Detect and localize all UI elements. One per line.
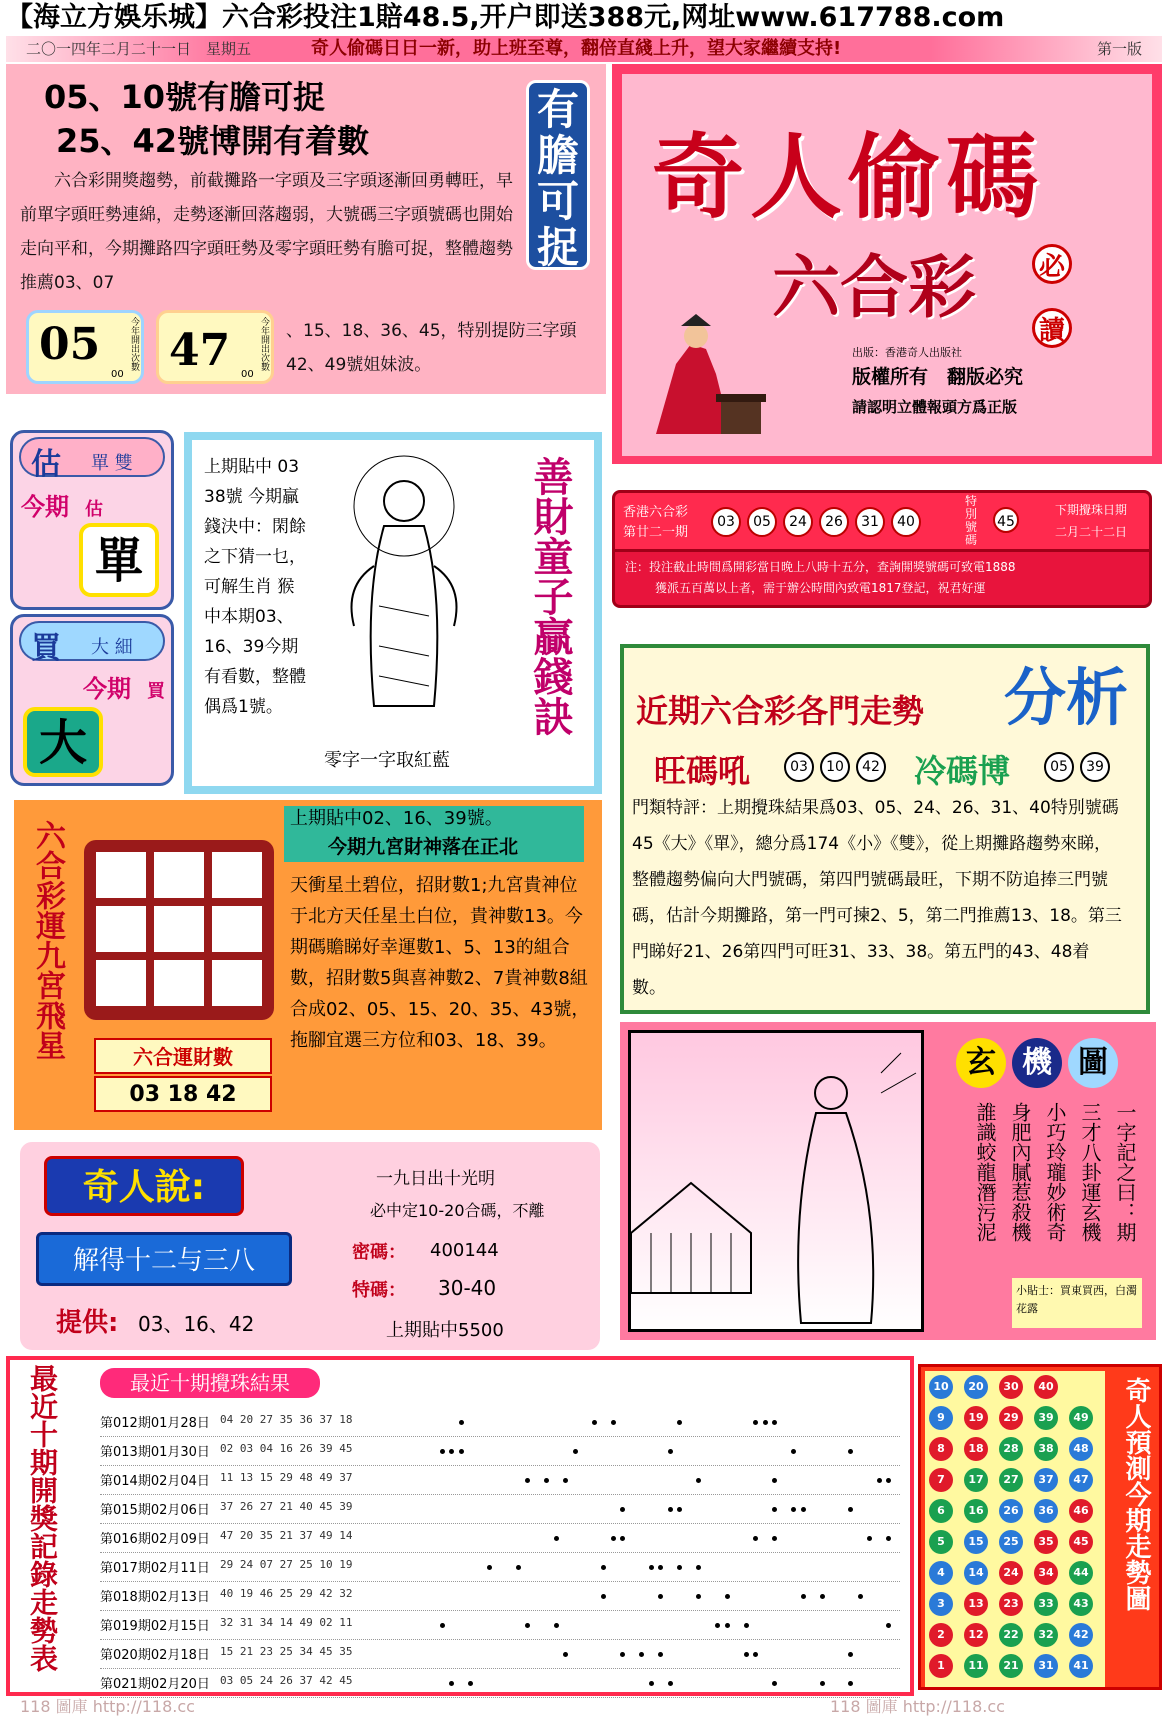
history-dot xyxy=(858,1594,863,1599)
results-label-2: 第廿二一期 xyxy=(623,525,689,540)
masthead-title: 奇人偷碼 xyxy=(652,124,1045,231)
history-dot xyxy=(886,1623,891,1628)
nine-palace-subtitle: 今期九宮財神落在正北 xyxy=(284,832,584,862)
history-dot xyxy=(801,1594,806,1599)
qiren-last-hit: 上期貼中5500 xyxy=(386,1320,504,1341)
mystery-picture xyxy=(628,1030,924,1332)
history-row-numbers: 37 26 27 21 40 45 39 xyxy=(220,1500,353,1513)
history-row-numbers: 04 20 27 35 36 37 18 xyxy=(220,1413,353,1426)
prediction-ball: 13 xyxy=(964,1592,988,1616)
history-dot xyxy=(725,1594,730,1599)
mystery-title-2: 機 xyxy=(1012,1038,1062,1088)
history-row xyxy=(100,1437,900,1466)
prediction-ball: 12 xyxy=(964,1623,988,1647)
history-dot xyxy=(848,1681,853,1686)
prediction-ball: 9 xyxy=(929,1406,953,1430)
history-dot xyxy=(744,1652,749,1657)
prediction-ball: 47 xyxy=(1069,1468,1093,1492)
history-dot xyxy=(620,1536,625,1541)
prediction-vertical: 奇人預測今期走勢圖 xyxy=(1121,1377,1151,1611)
prediction-ball: 1 xyxy=(929,1654,953,1678)
history-dot xyxy=(554,1536,559,1541)
history-dot xyxy=(820,1594,825,1599)
history-dot xyxy=(440,1449,445,1454)
prediction-ball: 31 xyxy=(1034,1654,1058,1678)
hot-box-2-count: 00 xyxy=(241,369,254,380)
headline-line1: 05、10號有膽可捉 xyxy=(44,78,326,116)
qiren-line-1: 一九日出十光明 xyxy=(376,1169,495,1189)
next-date: 二月二十二日 xyxy=(1055,525,1128,539)
history-dot xyxy=(886,1536,891,1541)
history-dot xyxy=(459,1449,464,1454)
history-dot xyxy=(791,1449,796,1454)
history-dot xyxy=(601,1594,606,1599)
hot-box-2-label: 今年開出次數 xyxy=(259,317,269,371)
history-dot xyxy=(668,1681,673,1686)
hot-box-2-number: 47 xyxy=(169,325,231,376)
prediction-ball: 48 xyxy=(1069,1437,1093,1461)
prediction-panel xyxy=(918,1364,1162,1690)
nine-palace-body: 天衝星土碧位，招財數1;九宮貴神位于北方天任星土白位，貴神數13。今期碼贍睇好幸運數1、5、13的組合數，招財數5與喜神數2、7貴神數8組合成02、05、15、20、35、43號，拖腳宜選三方位和03、18、39。 xyxy=(290,875,590,1051)
history-dot xyxy=(658,1652,663,1657)
scholar-figure xyxy=(636,304,766,444)
history-dot xyxy=(554,1623,559,1628)
odd-even-header xyxy=(19,437,165,482)
odd-even-answer: 單 xyxy=(79,523,159,597)
history-dot xyxy=(725,1623,730,1628)
boy-footer: 零字一字取紅藍 xyxy=(324,750,450,771)
history-dot xyxy=(753,1420,758,1425)
history-row-numbers: 03 05 24 26 37 42 45 xyxy=(220,1674,353,1687)
hot-box-1 xyxy=(26,310,144,384)
big-small-panel xyxy=(10,614,174,786)
results-notes xyxy=(612,552,1152,608)
prediction-ball: 21 xyxy=(999,1654,1023,1678)
history-dot xyxy=(677,1507,682,1512)
qiren-riddle: 解得十二与三八 xyxy=(36,1232,292,1286)
qiren-panel xyxy=(18,1140,602,1352)
top-banner: 【海立方娛乐城】六合彩投注1賠48.5,开户即送388元,网址www.617788.com xyxy=(0,0,1168,36)
prediction-ball: 49 xyxy=(1069,1406,1093,1430)
prediction-ball: 38 xyxy=(1034,1437,1058,1461)
prediction-ball: 15 xyxy=(964,1530,988,1554)
big-small-this-period: 今期 xyxy=(83,675,131,703)
history-row xyxy=(100,1466,900,1495)
analysis-title: 近期六合彩各門走勢 xyxy=(636,692,925,730)
results-note-1: 注：投注截止時間爲開彩當日晚上八時十五分，查詢開獎號碼可致電1888 xyxy=(625,560,1016,574)
odd-even-this-period: 今期 xyxy=(21,493,69,521)
next-label: 下期攪珠日期 xyxy=(1055,503,1128,517)
history-dot xyxy=(468,1681,473,1686)
prediction-ball: 2 xyxy=(929,1623,953,1647)
prediction-ball: 39 xyxy=(1034,1406,1058,1430)
result-number: 40 xyxy=(891,507,921,537)
history-dot xyxy=(658,1594,663,1599)
publisher: 出版：香港奇人出版社 xyxy=(852,346,962,359)
results-label-1: 香港六合彩 xyxy=(623,505,689,520)
analysis-title-big: 分析 xyxy=(1004,661,1129,734)
history-dot xyxy=(753,1536,758,1541)
cold-label: 冷碼博 xyxy=(914,752,1011,790)
prediction-ball: 35 xyxy=(1034,1530,1058,1554)
mystery-panel xyxy=(620,1022,1156,1340)
prediction-ball: 11 xyxy=(964,1654,988,1678)
hot-numbers xyxy=(784,752,892,782)
results-bar xyxy=(612,490,1152,552)
history-dot xyxy=(696,1478,701,1483)
history-dot xyxy=(639,1652,644,1657)
history-dot xyxy=(649,1681,654,1686)
history-dot xyxy=(877,1478,882,1483)
provide-label: 提供: xyxy=(56,1308,119,1338)
odd-even-title: 估 xyxy=(31,447,61,482)
masthead xyxy=(612,64,1162,464)
prediction-ball: 36 xyxy=(1034,1499,1058,1523)
history-dot xyxy=(820,1681,825,1686)
history-row-numbers: 29 24 07 27 25 10 19 xyxy=(220,1558,353,1571)
history-row xyxy=(100,1553,900,1582)
history-row xyxy=(100,1611,900,1640)
nine-palace-vertical: 六合彩運九宮飛星 xyxy=(30,820,65,1060)
history-dot xyxy=(763,1420,768,1425)
special-code-value: 30-40 xyxy=(438,1276,497,1300)
prediction-ball: 34 xyxy=(1034,1561,1058,1585)
results-note-2: 獲派五百萬以上者，需于辦公時間內致電1817登記，祝君好運 xyxy=(655,581,986,595)
history-row-numbers: 15 21 23 25 34 45 35 xyxy=(220,1645,353,1658)
history-dot xyxy=(772,1681,777,1686)
footer-watermark-left: 118 圖庫 http://118.cc xyxy=(20,1697,195,1716)
history-dot xyxy=(668,1507,673,1512)
history-row-numbers: 32 31 34 14 49 02 11 xyxy=(220,1616,353,1629)
footer-watermark-right: 118 圖庫 http://118.cc xyxy=(830,1697,1005,1716)
history-dot xyxy=(696,1565,701,1570)
hot-label: 旺碼吼 xyxy=(654,752,751,790)
history-row-numbers: 47 20 35 21 37 49 14 xyxy=(220,1529,353,1542)
headline-vertical: 有膽可捉 xyxy=(526,80,590,270)
secret-label: 密碼： xyxy=(352,1242,406,1263)
nine-palace-panel xyxy=(14,800,602,1130)
mystery-poem-col: 身肥內膩惹殺機 xyxy=(1008,1102,1032,1242)
must-badge-2: 讀 xyxy=(1032,308,1072,348)
history-dot xyxy=(791,1507,796,1512)
hot-box-1-count: 00 xyxy=(111,369,124,380)
prediction-ball: 18 xyxy=(964,1437,988,1461)
result-number: 05 xyxy=(747,507,777,537)
headline-tail: 、15、18、36、45，特别提防三字頭42、49號姐妹波。 xyxy=(286,321,577,375)
history-row xyxy=(100,1495,900,1524)
notice: 請認明立體報頭方爲正版 xyxy=(852,398,1018,416)
prediction-ball: 16 xyxy=(964,1499,988,1523)
history-row-label: 第013期01月30日 xyxy=(100,1445,210,1460)
cold-number: 05 xyxy=(1044,752,1074,782)
result-number: 26 xyxy=(819,507,849,537)
prediction-ball: 42 xyxy=(1069,1623,1093,1647)
history-dot xyxy=(801,1507,806,1512)
big-small-answer: 大 xyxy=(23,707,103,777)
history-dot xyxy=(563,1652,568,1657)
lucky-numbers: 03 18 42 xyxy=(94,1076,272,1112)
result-number: 31 xyxy=(855,507,885,537)
hot-box-2 xyxy=(156,310,274,384)
mystery-poem-col: 誰識蛟龍潛污泥 xyxy=(973,1102,997,1242)
issue-date: 二〇一四年二月二十一日 星期五 xyxy=(26,40,252,58)
hot-box-1-label: 今年開出次數 xyxy=(129,317,139,371)
history-row-numbers: 40 19 46 25 29 42 32 xyxy=(220,1587,353,1600)
history-dot xyxy=(573,1449,578,1454)
results-numbers xyxy=(711,507,927,537)
history-title: 最近十期攪珠結果 xyxy=(100,1368,320,1398)
mystery-poem-col: 三才八卦運玄機 xyxy=(1078,1102,1102,1242)
history-row xyxy=(100,1408,900,1437)
big-small-suffix: 買 xyxy=(147,681,165,702)
big-small-header xyxy=(19,621,165,666)
history-dot xyxy=(611,1420,616,1425)
prediction-ball: 10 xyxy=(929,1375,953,1399)
history-row-label: 第021期02月20日 xyxy=(100,1677,210,1692)
history-dot xyxy=(668,1449,673,1454)
prediction-ball: 33 xyxy=(1034,1592,1058,1616)
history-row-label: 第020期02月18日 xyxy=(100,1648,210,1663)
history-row xyxy=(100,1669,900,1698)
history-dot xyxy=(658,1565,663,1570)
prediction-ball: 3 xyxy=(929,1592,953,1616)
history-dot xyxy=(867,1536,872,1541)
prediction-ball: 30 xyxy=(999,1375,1023,1399)
history-row-label: 第015期02月06日 xyxy=(100,1503,210,1518)
history-row xyxy=(100,1640,900,1669)
history-dot xyxy=(592,1420,597,1425)
history-dot xyxy=(744,1623,749,1628)
analysis-body: 門類特評：上期攪珠結果爲03、05、24、26、31、40特別號碼45《大》《單》，總分爲174《小》《雙》，從上期攤路趨勢來睇，整體趨勢偏向大門號碼，第四門號碼最旺，下期不防追捧三門號碼，估計今期攤路，第一門可揀2、5，第二門推薦13、18。第三門睇好21、26第四門可旺31、33、38。第五門的43、48着數。 xyxy=(632,798,1122,998)
prediction-ball: 46 xyxy=(1069,1499,1093,1523)
must-badge-1: 必 xyxy=(1032,244,1072,284)
history-dot xyxy=(772,1478,777,1483)
history-dot xyxy=(525,1623,530,1628)
history-dot xyxy=(753,1652,758,1657)
history-dot xyxy=(544,1478,549,1483)
prediction-ball: 29 xyxy=(999,1406,1023,1430)
history-dot xyxy=(848,1507,853,1512)
history-row-label: 第018期02月13日 xyxy=(100,1590,210,1605)
odd-even-suffix: 估 xyxy=(85,499,103,520)
special-code-label: 特碼： xyxy=(352,1280,406,1301)
mystery-title-1: 玄 xyxy=(956,1038,1006,1088)
history-row-label: 第012期01月28日 xyxy=(100,1416,210,1431)
history-panel xyxy=(6,1356,914,1696)
boy-panel xyxy=(184,432,602,794)
history-dot xyxy=(449,1449,454,1454)
history-dot xyxy=(677,1565,682,1570)
nine-palace-last-hit: 上期貼中02、16、39號。 xyxy=(284,806,584,832)
masthead-inner xyxy=(622,74,1152,456)
boy-figure xyxy=(324,446,484,726)
prediction-ball: 45 xyxy=(1069,1530,1093,1554)
secret-value: 400144 xyxy=(430,1240,499,1261)
history-row-label: 第014期02月04日 xyxy=(100,1474,210,1489)
prediction-ball: 19 xyxy=(964,1406,988,1430)
history-dot xyxy=(677,1420,682,1425)
history-dot xyxy=(772,1420,777,1425)
history-dot xyxy=(715,1623,720,1628)
odd-even-panel xyxy=(10,430,174,610)
history-dot xyxy=(848,1449,853,1454)
prediction-ball: 41 xyxy=(1069,1654,1093,1678)
prediction-ball: 17 xyxy=(964,1468,988,1492)
history-row-numbers: 02 03 04 16 26 39 45 xyxy=(220,1442,353,1455)
result-number: 24 xyxy=(783,507,813,537)
masthead-subtitle: 六合彩 xyxy=(772,249,977,328)
headline-line2: 25、42號博開有着數 xyxy=(56,122,370,160)
history-dot xyxy=(620,1507,625,1512)
history-dot xyxy=(772,1536,777,1541)
headline-panel xyxy=(6,64,606,394)
mystery-poem-col: 小巧玲瓏妙術奇 xyxy=(1043,1102,1067,1242)
history-row xyxy=(100,1524,900,1553)
history-row-label: 第017期02月11日 xyxy=(100,1561,210,1576)
date-bar xyxy=(6,36,1162,62)
history-dot xyxy=(516,1565,521,1570)
boy-text: 上期貼中 03 38號 今期贏錢決中：閑餘之下猜一乜，可解生肖 猴 中本期03、16、39今期有看數，整體偶爲1號。 xyxy=(204,457,306,717)
hot-box-1-number: 05 xyxy=(39,319,101,370)
history-dot xyxy=(696,1594,701,1599)
big-small-options: 大 細 xyxy=(91,637,133,658)
prediction-ball: 43 xyxy=(1069,1592,1093,1616)
prediction-ball: 40 xyxy=(1034,1375,1058,1399)
mystery-title-3: 圖 xyxy=(1068,1038,1118,1088)
nine-palace-grid xyxy=(84,840,274,1020)
history-row xyxy=(100,1582,900,1611)
history-dot xyxy=(620,1652,625,1657)
prediction-ball: 26 xyxy=(999,1499,1023,1523)
history-dot xyxy=(440,1623,445,1628)
odd-even-options: 單 雙 xyxy=(91,453,133,474)
analysis-panel xyxy=(620,644,1150,1014)
history-dot xyxy=(459,1420,464,1425)
history-dot xyxy=(563,1478,568,1483)
prediction-ball: 22 xyxy=(999,1623,1023,1647)
cold-number: 39 xyxy=(1080,752,1110,782)
history-row-label: 第019期02月15日 xyxy=(100,1619,210,1634)
history-dot xyxy=(487,1565,492,1570)
history-dot xyxy=(611,1536,616,1541)
history-vertical: 最近十期開獎記錄走勢表 xyxy=(26,1364,59,1672)
prediction-ball: 23 xyxy=(999,1592,1023,1616)
edition-label: 第一版 xyxy=(1096,40,1142,58)
big-small-title: 買 xyxy=(31,631,61,666)
history-dot xyxy=(449,1681,454,1686)
prediction-ball: 44 xyxy=(1069,1561,1093,1585)
history-row-label: 第016期02月09日 xyxy=(100,1532,210,1547)
prediction-ball: 20 xyxy=(964,1375,988,1399)
prediction-ball: 28 xyxy=(999,1437,1023,1461)
hot-number: 10 xyxy=(820,752,850,782)
mystery-poem xyxy=(960,1102,1140,1282)
boy-vertical: 善財童子贏錢訣 xyxy=(527,456,573,736)
result-number: 03 xyxy=(711,507,741,537)
history-dot xyxy=(601,1565,606,1570)
prediction-ball: 37 xyxy=(1034,1468,1058,1492)
history-dot xyxy=(772,1507,777,1512)
history-dot xyxy=(848,1652,853,1657)
qiren-title: 奇人說: xyxy=(44,1156,244,1216)
prediction-ball: 32 xyxy=(1034,1623,1058,1647)
prediction-ball: 5 xyxy=(929,1530,953,1554)
special-label: 特別號碼 xyxy=(965,494,978,547)
mystery-poem-col: 一字記之曰：期 xyxy=(1113,1102,1137,1242)
prediction-ball: 6 xyxy=(929,1499,953,1523)
history-dot xyxy=(886,1478,891,1483)
prediction-ball: 4 xyxy=(929,1561,953,1585)
hot-number: 42 xyxy=(856,752,886,782)
lucky-label: 六合運財數 xyxy=(94,1038,272,1074)
history-dot xyxy=(649,1565,654,1570)
prediction-ball: 8 xyxy=(929,1437,953,1461)
prediction-ball: 7 xyxy=(929,1468,953,1492)
hot-number: 03 xyxy=(784,752,814,782)
history-rows xyxy=(100,1408,910,1698)
qiren-line-2: 必中定10-20合碼，不離 xyxy=(370,1201,545,1220)
prediction-ball: 27 xyxy=(999,1468,1023,1492)
rights: 版權所有 翻版必究 xyxy=(852,366,1024,388)
mystery-tip: 小貼士：買東買西，白濁花露 xyxy=(1012,1278,1142,1328)
headline-body: 六合彩開獎趨勢，前截攤路一字頭及三字頭逐漸回勇轉旺，早前單字頭旺勢連綿，走勢逐漸回落趨弱，大號碼三字頭號碼也開始走向平和，今期攤路四字頭旺勢及零字頭旺勢有膽可捉，整體趨勢推薦03、07 xyxy=(20,171,513,293)
prediction-ball: 24 xyxy=(999,1561,1023,1585)
history-dot xyxy=(525,1478,530,1483)
mystery-title xyxy=(956,1038,1146,1088)
prediction-grid xyxy=(925,1371,1105,1687)
slogan: 奇人偷碼日日一新，助上班至尊，翻倍直綫上升，望大家繼續支持! xyxy=(311,38,842,59)
provide-numbers: 03、16、42 xyxy=(138,1312,255,1336)
cold-numbers xyxy=(1044,752,1116,782)
history-row-numbers: 11 13 15 29 48 49 37 xyxy=(220,1471,353,1484)
special-number: 45 xyxy=(993,507,1019,533)
prediction-ball: 14 xyxy=(964,1561,988,1585)
prediction-ball: 25 xyxy=(999,1530,1023,1554)
